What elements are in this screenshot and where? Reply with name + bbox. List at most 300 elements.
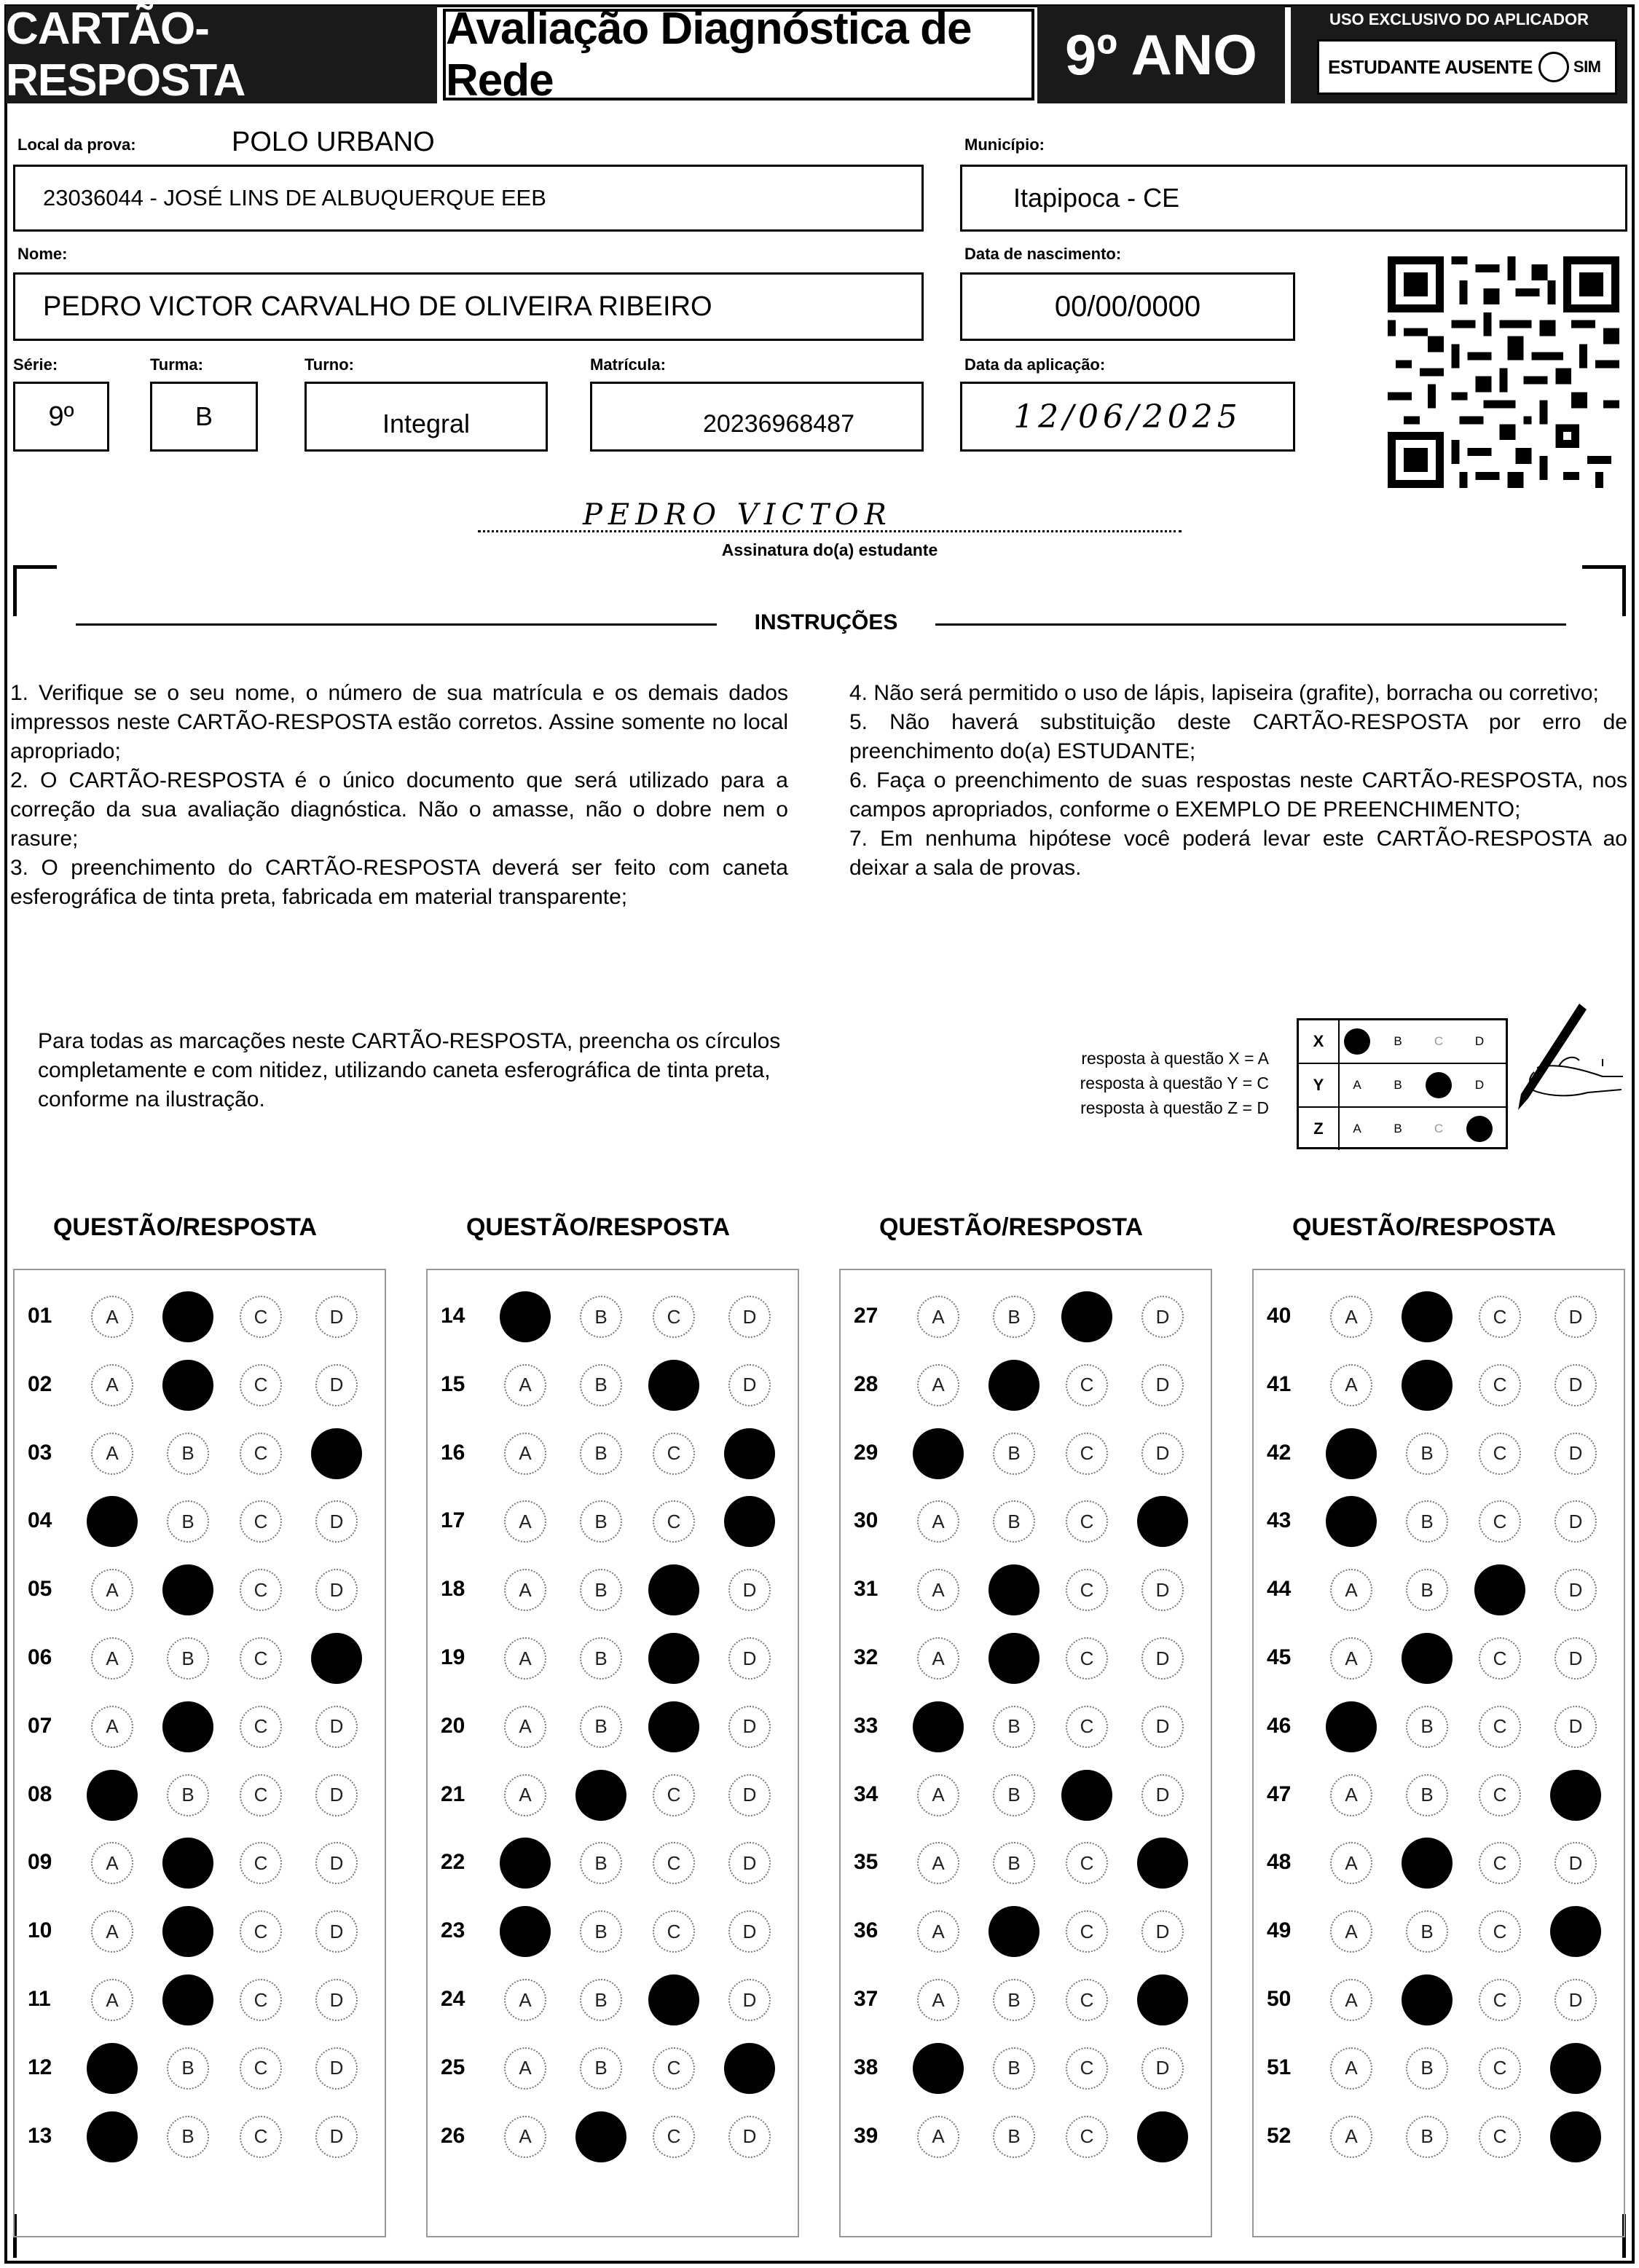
answer-bubble-d[interactable]: D: [1141, 1433, 1184, 1475]
absent-label: ESTUDANTE AUSENTE: [1328, 55, 1533, 78]
answer-bubble-c[interactable]: C: [1066, 1569, 1108, 1611]
answer-bubble-a-filled[interactable]: [500, 1838, 551, 1889]
answer-bubble-a[interactable]: A: [504, 2047, 546, 2090]
question-number: 26: [441, 2123, 465, 2148]
question-number: 35: [854, 1850, 879, 1875]
answer-bubble-d-filled[interactable]: [1137, 2111, 1188, 2162]
answer-bubble-c[interactable]: C: [1479, 1364, 1521, 1406]
answer-bubble-d[interactable]: D: [1141, 1910, 1184, 1953]
answer-bubble-a-filled[interactable]: [1326, 1701, 1377, 1752]
answer-bubble-b-filled[interactable]: [162, 1291, 213, 1342]
answer-bubble-a[interactable]: A: [1330, 2116, 1372, 2158]
aplicacao-value: 12/06/2025: [1013, 398, 1242, 436]
answer-bubble-c[interactable]: C: [240, 1842, 282, 1884]
local-value: POLO URBANO: [232, 127, 435, 157]
answer-bubble-c-filled[interactable]: [648, 1564, 699, 1615]
card-title: CARTÃO-RESPOSTA: [6, 6, 437, 103]
answer-bubble-b[interactable]: B: [993, 1500, 1035, 1543]
question-number: 43: [1267, 1508, 1292, 1533]
question-number: 16: [441, 1440, 465, 1465]
example-option-a: A: [1353, 1078, 1361, 1092]
answer-bubble-c[interactable]: C: [1066, 1706, 1108, 1748]
answer-bubble-d[interactable]: D: [1555, 1364, 1597, 1406]
answer-bubble-a[interactable]: A: [917, 1979, 959, 2021]
answer-bubble-d[interactable]: D: [315, 1774, 358, 1816]
answer-bubble-c[interactable]: C: [1479, 1706, 1521, 1748]
answer-bubble-b[interactable]: B: [1406, 1910, 1448, 1953]
answer-bubble-a[interactable]: A: [917, 1500, 959, 1543]
question-number: 12: [28, 2055, 52, 2079]
answer-bubble-d[interactable]: D: [728, 1637, 771, 1680]
answer-bubble-c[interactable]: C: [1479, 2116, 1521, 2158]
answer-bubble-c[interactable]: C: [240, 1637, 282, 1680]
question-number: 25: [441, 2055, 465, 2079]
municipio-label: Município:: [964, 135, 1045, 154]
answer-bubble-b-filled[interactable]: [162, 1564, 213, 1615]
answer-bubble-c[interactable]: C: [1066, 1500, 1108, 1543]
answer-bubble-a[interactable]: A: [504, 1569, 546, 1611]
nascimento-label: Data de nascimento:: [964, 245, 1122, 263]
answer-bubble-c-filled[interactable]: [648, 1701, 699, 1752]
answer-bubble-d-filled[interactable]: [1137, 1838, 1188, 1889]
answer-bubble-d-filled[interactable]: [1137, 1974, 1188, 2025]
answer-bubble-a-filled[interactable]: [913, 1428, 964, 1479]
question-number: 38: [854, 2055, 879, 2079]
turma-field: [150, 382, 258, 452]
answer-bubble-a[interactable]: A: [917, 1842, 959, 1884]
answer-bubble-b[interactable]: B: [580, 1500, 622, 1543]
answer-bubble-b[interactable]: B: [167, 1774, 209, 1816]
answer-bubble-d[interactable]: D: [1141, 1774, 1184, 1816]
example-caption-z: resposta à questão Z = D: [1080, 1098, 1269, 1117]
answer-bubble-b[interactable]: B: [580, 1637, 622, 1680]
answer-bubble-c[interactable]: C: [653, 1433, 695, 1475]
answer-bubble-d[interactable]: D: [728, 1569, 771, 1611]
answer-bubble-d[interactable]: D: [315, 1979, 358, 2021]
answer-bubble-c[interactable]: C: [1479, 1500, 1521, 1543]
example-question: X: [1299, 1020, 1340, 1063]
example-question: Z: [1299, 1108, 1340, 1150]
answer-bubble-b-filled[interactable]: [162, 1701, 213, 1752]
answer-bubble-b-filled[interactable]: [1402, 1838, 1453, 1889]
answer-bubble-a[interactable]: A: [1330, 2047, 1372, 2090]
instruction-5: 5. Não haverá substituição deste CARTÃO-RESPOSTA por erro de preenchimento do(a) ESTUDANTE;: [849, 710, 1627, 763]
answer-bubble-a[interactable]: A: [917, 1910, 959, 1953]
question-number: 29: [854, 1440, 879, 1465]
qr-code: [1388, 256, 1619, 488]
answer-bubble-c[interactable]: C: [240, 1706, 282, 1748]
answer-bubble-b[interactable]: B: [993, 1706, 1035, 1748]
corner-mark-right: [1582, 565, 1626, 616]
answer-bubble-b[interactable]: B: [1406, 1500, 1448, 1543]
example-option-a-filled: [1344, 1028, 1370, 1055]
answer-bubble-b-filled[interactable]: [1402, 1974, 1453, 2025]
question-number: 31: [854, 1577, 879, 1602]
absent-field[interactable]: [1317, 39, 1617, 95]
answer-bubble-a[interactable]: A: [504, 1433, 546, 1475]
answer-bubble-b[interactable]: B: [580, 1569, 622, 1611]
answer-bubble-d[interactable]: D: [315, 1706, 358, 1748]
answer-bubble-c[interactable]: C: [240, 1364, 282, 1406]
answer-bubble-d[interactable]: D: [1555, 1500, 1597, 1543]
answer-bubble-a[interactable]: A: [91, 1706, 133, 1748]
answer-bubble-b-filled[interactable]: [1402, 1633, 1453, 1684]
answer-bubble-b[interactable]: B: [580, 1910, 622, 1953]
answer-bubble-a[interactable]: A: [917, 2116, 959, 2158]
turma-value: B: [194, 401, 213, 431]
answer-bubble-d-filled[interactable]: [1550, 2111, 1601, 2162]
answer-bubble-b-filled[interactable]: [1402, 1291, 1453, 1342]
answer-bubble-d[interactable]: D: [315, 2116, 358, 2158]
answer-bubble-c[interactable]: C: [1066, 1910, 1108, 1953]
answer-bubble-a[interactable]: A: [1330, 1910, 1372, 1953]
question-number: 40: [1267, 1304, 1292, 1328]
answer-bubble-d[interactable]: D: [1555, 1979, 1597, 2021]
answer-bubble-a[interactable]: A: [917, 1296, 959, 1338]
answer-bubble-a[interactable]: A: [91, 1910, 133, 1953]
turno-field: [304, 382, 548, 452]
answer-bubble-d[interactable]: D: [1555, 1706, 1597, 1748]
answer-bubble-c[interactable]: C: [1479, 1296, 1521, 1338]
answer-bubble-c[interactable]: C: [653, 1910, 695, 1953]
answer-bubble-a[interactable]: A: [1330, 1637, 1372, 1680]
question-number: 08: [28, 1781, 52, 1806]
answer-bubble-c[interactable]: C: [1479, 1910, 1521, 1953]
question-number: 02: [28, 1371, 52, 1396]
column-header: QUESTÃO/RESPOSTA: [465, 1213, 731, 1241]
answer-bubble-d[interactable]: D: [315, 2047, 358, 2090]
answer-bubble-b-filled[interactable]: [575, 1770, 626, 1821]
answer-bubble-c-filled[interactable]: [1061, 1291, 1112, 1342]
answer-bubble-a[interactable]: A: [504, 2116, 546, 2158]
answer-bubble-b[interactable]: B: [580, 2047, 622, 2090]
answer-bubble-d[interactable]: D: [728, 1706, 771, 1748]
answer-bubble-d[interactable]: D: [1555, 1433, 1597, 1475]
question-number: 27: [854, 1304, 879, 1328]
answer-bubble-b[interactable]: B: [993, 1842, 1035, 1884]
question-number: 45: [1267, 1645, 1292, 1669]
instruction-1: 1. Verifique se o seu nome, o número de sua matrícula e os demais dados impressos neste CARTÃO-RESPOSTA estão corretos. Assine somente no local apropriado;: [10, 681, 788, 763]
answer-bubble-c[interactable]: C: [1066, 1364, 1108, 1406]
example-captions: [1033, 1046, 1269, 1120]
answer-bubble-c[interactable]: C: [1066, 1637, 1108, 1680]
answer-bubble-a-filled[interactable]: [87, 2043, 138, 2094]
question-number: 13: [28, 2123, 52, 2148]
answer-bubble-c[interactable]: C: [240, 1979, 282, 2021]
answer-bubble-c-filled[interactable]: [648, 1360, 699, 1411]
answer-column: [13, 1269, 386, 2237]
answer-bubble-c-filled[interactable]: [1474, 1564, 1525, 1615]
answer-bubble-a[interactable]: A: [1330, 1842, 1372, 1884]
question-number: 51: [1267, 2055, 1292, 2079]
answer-bubble-b[interactable]: B: [167, 1500, 209, 1543]
answer-bubble-d[interactable]: D: [1555, 1296, 1597, 1338]
answer-bubble-b[interactable]: B: [993, 2047, 1035, 2090]
answer-bubble-d[interactable]: D: [1555, 1569, 1597, 1611]
answer-bubble-d[interactable]: D: [728, 1774, 771, 1816]
answer-bubble-b[interactable]: B: [580, 1706, 622, 1748]
answer-bubble-a[interactable]: A: [504, 1500, 546, 1543]
answer-bubble-c[interactable]: C: [240, 1296, 282, 1338]
answer-bubble-c[interactable]: C: [1066, 1842, 1108, 1884]
answer-bubble-c[interactable]: C: [240, 2047, 282, 2090]
answer-bubble-a[interactable]: A: [91, 1569, 133, 1611]
answer-bubble-a[interactable]: A: [504, 1706, 546, 1748]
answer-bubble-a[interactable]: A: [504, 1364, 546, 1406]
answer-bubble-c[interactable]: C: [1479, 1979, 1521, 2021]
answer-bubble-b[interactable]: B: [1406, 2047, 1448, 2090]
answer-bubble-b[interactable]: B: [580, 1842, 622, 1884]
answer-bubble-b[interactable]: B: [1406, 2116, 1448, 2158]
municipio-field: [960, 165, 1627, 232]
instructions-right: [849, 679, 1627, 883]
answer-bubble-d[interactable]: D: [1141, 1637, 1184, 1680]
answer-bubble-c[interactable]: C: [653, 2116, 695, 2158]
answer-bubble-d[interactable]: D: [1141, 2047, 1184, 2090]
answer-bubble-d[interactable]: D: [315, 1842, 358, 1884]
answer-bubble-a-filled[interactable]: [1326, 1496, 1377, 1547]
answer-bubble-b-filled[interactable]: [162, 1906, 213, 1957]
question-number: 41: [1267, 1371, 1292, 1396]
question-number: 07: [28, 1713, 52, 1738]
answer-bubble-c[interactable]: C: [240, 1910, 282, 1953]
answer-bubble-c[interactable]: C: [653, 1296, 695, 1338]
nascimento-field: [960, 272, 1295, 341]
question-number: 10: [28, 1918, 52, 1943]
answer-bubble-b[interactable]: B: [993, 2116, 1035, 2158]
nome-field: [13, 272, 924, 341]
answer-bubble-c[interactable]: C: [653, 2047, 695, 2090]
answer-bubble-c-filled[interactable]: [648, 1974, 699, 2025]
answer-bubble-a[interactable]: A: [917, 1637, 959, 1680]
answer-bubble-c[interactable]: C: [1479, 1433, 1521, 1475]
question-number: 17: [441, 1508, 465, 1533]
answer-bubble-c[interactable]: C: [653, 1842, 695, 1884]
answer-bubble-c[interactable]: C: [1066, 1979, 1108, 2021]
answer-bubble-c[interactable]: C: [1066, 2047, 1108, 2090]
aplicacao-field: [960, 382, 1295, 452]
answer-bubble-a[interactable]: A: [91, 1979, 133, 2021]
question-number: 32: [854, 1645, 879, 1669]
absent-option: SIM: [1573, 58, 1601, 76]
answer-bubble-b[interactable]: B: [167, 2116, 209, 2158]
example-option-b: B: [1394, 1078, 1402, 1092]
answer-bubble-a[interactable]: A: [917, 1569, 959, 1611]
instructions-left: [10, 679, 788, 912]
answer-bubble-d[interactable]: D: [1141, 1296, 1184, 1338]
answer-bubble-a[interactable]: A: [1330, 1979, 1372, 2021]
answer-bubble-d[interactable]: D: [315, 1569, 358, 1611]
answer-bubble-c[interactable]: C: [653, 1500, 695, 1543]
answer-bubble-a-filled[interactable]: [87, 2111, 138, 2162]
instructions-rule-right: [935, 623, 1566, 626]
example-option-c-filled: [1426, 1072, 1452, 1098]
answer-bubble-d[interactable]: D: [728, 1364, 771, 1406]
answer-bubble-d[interactable]: D: [1141, 1364, 1184, 1406]
answer-bubble-d[interactable]: D: [315, 1910, 358, 1953]
answer-bubble-d-filled[interactable]: [724, 1496, 775, 1547]
answer-bubble-b-filled[interactable]: [988, 1906, 1039, 1957]
question-number: 37: [854, 1987, 879, 2011]
answer-bubble-b[interactable]: B: [580, 1296, 622, 1338]
answer-bubble-b[interactable]: B: [1406, 1569, 1448, 1611]
answer-bubble-d[interactable]: D: [728, 1979, 771, 2021]
answer-bubble-a[interactable]: A: [504, 1637, 546, 1680]
answer-bubble-a[interactable]: A: [91, 1637, 133, 1680]
answer-bubble-c[interactable]: C: [1479, 1637, 1521, 1680]
answer-bubble-b[interactable]: B: [1406, 1706, 1448, 1748]
question-number: 36: [854, 1918, 879, 1943]
instruction-7: 7. Em nenhuma hipótese você poderá levar este CARTÃO-RESPOSTA ao deixar a sala de provas.: [849, 827, 1627, 880]
aplicacao-label: Data da aplicação:: [964, 355, 1106, 374]
question-number: 20: [441, 1713, 465, 1738]
answer-bubble-b-filled[interactable]: [162, 1360, 213, 1411]
answer-bubble-a-filled[interactable]: [500, 1291, 551, 1342]
answer-bubble-a[interactable]: A: [917, 1364, 959, 1406]
matricula-field: [590, 382, 924, 452]
example-option-d-filled: [1466, 1116, 1493, 1142]
answer-bubble-c-filled[interactable]: [1061, 1770, 1112, 1821]
answer-bubble-b[interactable]: B: [993, 1296, 1035, 1338]
answer-bubble-b-filled[interactable]: [575, 2111, 626, 2162]
answer-bubble-b[interactable]: B: [1406, 1774, 1448, 1816]
answer-bubble-d[interactable]: D: [728, 1842, 771, 1884]
answer-bubble-b[interactable]: B: [993, 1433, 1035, 1475]
answer-bubble-a[interactable]: A: [1330, 1296, 1372, 1338]
answer-bubble-a-filled[interactable]: [500, 1906, 551, 1957]
question-number: 34: [854, 1781, 879, 1806]
answer-bubble-b[interactable]: B: [167, 2047, 209, 2090]
question-number: 48: [1267, 1850, 1292, 1875]
example-option-a: A: [1353, 1122, 1361, 1135]
answer-bubble-d[interactable]: D: [728, 1296, 771, 1338]
answer-bubble-a[interactable]: A: [1330, 1774, 1372, 1816]
answer-bubble-c[interactable]: C: [240, 1433, 282, 1475]
answer-bubble-b[interactable]: B: [1406, 1433, 1448, 1475]
school-field: [13, 165, 924, 232]
answer-bubble-d[interactable]: D: [1141, 1569, 1184, 1611]
answer-bubble-c[interactable]: C: [1066, 2116, 1108, 2158]
answer-bubble-a[interactable]: A: [504, 1979, 546, 2021]
answer-bubble-a[interactable]: A: [91, 1296, 133, 1338]
answer-bubble-b-filled[interactable]: [988, 1360, 1039, 1411]
example-option-d: D: [1474, 1078, 1485, 1092]
answer-bubble-d-filled[interactable]: [1137, 1496, 1188, 1547]
answer-bubble-c[interactable]: C: [240, 1569, 282, 1611]
answer-bubble-d-filled[interactable]: [1550, 1770, 1601, 1821]
question-number: 15: [441, 1371, 465, 1396]
turno-label: Turno:: [304, 355, 355, 374]
question-number: 49: [1267, 1918, 1292, 1943]
applicator-label: USO EXCLUSIVO DO APLICADOR: [1329, 10, 1589, 28]
answer-bubble-c[interactable]: C: [240, 1500, 282, 1543]
answer-bubble-a[interactable]: A: [917, 1774, 959, 1816]
answer-bubble-a-filled[interactable]: [87, 1770, 138, 1821]
answer-bubble-d-filled[interactable]: [311, 1428, 362, 1479]
matricula-label: Matrícula:: [590, 355, 666, 374]
answer-bubble-b[interactable]: B: [993, 1774, 1035, 1816]
example-table: [1297, 1018, 1508, 1149]
answer-bubble-b-filled[interactable]: [988, 1564, 1039, 1615]
answer-bubble-c[interactable]: C: [1479, 1842, 1521, 1884]
answer-bubble-d[interactable]: D: [1555, 1842, 1597, 1884]
answer-bubble-b[interactable]: B: [993, 1979, 1035, 2021]
answer-bubble-a[interactable]: A: [1330, 1364, 1372, 1406]
signature-line: [478, 530, 1182, 532]
example-option-d: D: [1474, 1034, 1485, 1048]
answer-bubble-b[interactable]: B: [580, 1979, 622, 2021]
answer-bubble-c[interactable]: C: [653, 1774, 695, 1816]
answer-bubble-b-filled[interactable]: [162, 1838, 213, 1889]
answer-bubble-b[interactable]: B: [167, 1637, 209, 1680]
example-option-b: B: [1394, 1122, 1402, 1135]
answer-bubble-c[interactable]: C: [240, 2116, 282, 2158]
answer-bubble-a-filled[interactable]: [913, 2043, 964, 2094]
instruction-6: 6. Faça o preenchimento de suas respostas neste CARTÃO-RESPOSTA, nos campos apropriados, conforme o EXEMPLO DE PREENCHIMENTO;: [849, 768, 1627, 822]
answer-bubble-a[interactable]: A: [91, 1433, 133, 1475]
exam-title: Avaliação Diagnóstica de Rede: [443, 9, 1034, 101]
answer-bubble-c[interactable]: C: [240, 1774, 282, 1816]
answer-bubble-d[interactable]: D: [1141, 1706, 1184, 1748]
answer-bubble-d-filled[interactable]: [1550, 1906, 1601, 1957]
answer-bubble-b-filled[interactable]: [162, 1974, 213, 2025]
question-number: 28: [854, 1371, 879, 1396]
question-number: 47: [1267, 1781, 1292, 1806]
signature-caption: Assinatura do(a) estudante: [721, 540, 938, 559]
absent-checkbox[interactable]: [1538, 52, 1569, 82]
nascimento-value: 00/00/0000: [1054, 290, 1201, 323]
question-number: 14: [441, 1304, 465, 1328]
answer-bubble-d[interactable]: D: [728, 1910, 771, 1953]
answer-bubble-a[interactable]: A: [1330, 1569, 1372, 1611]
answer-bubble-b[interactable]: B: [580, 1433, 622, 1475]
answer-bubble-d-filled[interactable]: [724, 1428, 775, 1479]
answer-bubble-a-filled[interactable]: [1326, 1428, 1377, 1479]
answer-bubble-b-filled[interactable]: [1402, 1360, 1453, 1411]
answer-bubble-d-filled[interactable]: [311, 1633, 362, 1684]
answer-bubble-b[interactable]: B: [580, 1364, 622, 1406]
answer-bubble-b[interactable]: B: [167, 1433, 209, 1475]
grade-label: 9º ANO: [1037, 6, 1285, 103]
serie-label: Série:: [13, 355, 58, 374]
answer-bubble-a[interactable]: A: [504, 1774, 546, 1816]
answer-bubble-c[interactable]: C: [1479, 2047, 1521, 2090]
question-number: 30: [854, 1508, 879, 1533]
answer-bubble-d[interactable]: D: [315, 1364, 358, 1406]
question-number: 05: [28, 1577, 52, 1602]
answer-bubble-d-filled[interactable]: [724, 2043, 775, 2094]
answer-bubble-a[interactable]: A: [91, 1842, 133, 1884]
answer-bubble-d[interactable]: D: [315, 1296, 358, 1338]
answer-bubble-a-filled[interactable]: [87, 1496, 138, 1547]
question-number: 03: [28, 1440, 52, 1465]
answer-bubble-d[interactable]: D: [315, 1500, 358, 1543]
matricula-value: 20236968487: [702, 409, 854, 438]
answer-bubble-c-filled[interactable]: [648, 1633, 699, 1684]
answer-bubble-a-filled[interactable]: [913, 1701, 964, 1752]
answer-bubble-d[interactable]: D: [728, 2116, 771, 2158]
instructions-title: INSTRUÇÕES: [754, 610, 898, 634]
question-number: 44: [1267, 1577, 1292, 1602]
example-option-c: C: [1434, 1034, 1444, 1048]
answer-bubble-d[interactable]: D: [1555, 1637, 1597, 1680]
answer-bubble-c[interactable]: C: [1066, 1433, 1108, 1475]
question-number: 39: [854, 2123, 879, 2148]
answer-bubble-a[interactable]: A: [91, 1364, 133, 1406]
answer-bubble-d-filled[interactable]: [1550, 2043, 1601, 2094]
answer-bubble-c[interactable]: C: [1479, 1774, 1521, 1816]
answer-bubble-b-filled[interactable]: [988, 1633, 1039, 1684]
